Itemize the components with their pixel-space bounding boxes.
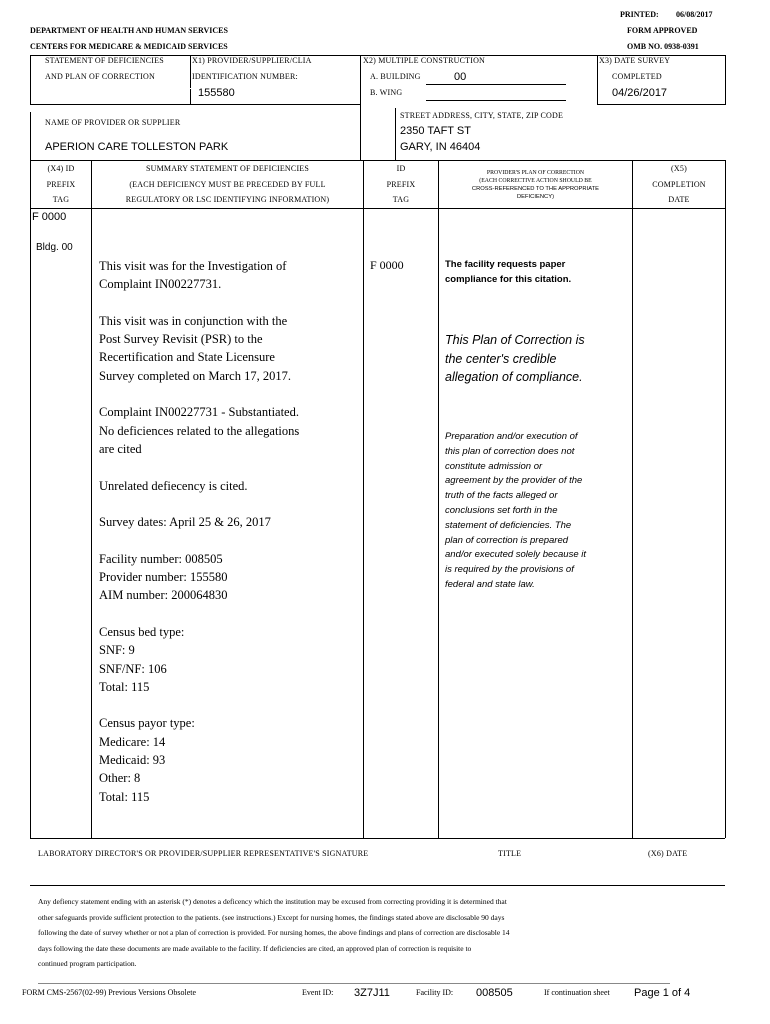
rule <box>725 160 726 838</box>
rule <box>363 160 364 838</box>
disclaimer-line: days following the date these documents are made available to the facility. If deficiencies are cited, an approved plan of correction is requisite to <box>38 943 472 953</box>
rule <box>30 104 360 105</box>
printed-date: 06/08/2017 <box>676 10 713 19</box>
summary-paragraph: Census payor type: Medicare: 14 Medicaid: 93 Other: 8 Total: 115 <box>99 716 195 804</box>
rule <box>632 160 633 838</box>
provider-id-label: X1) PROVIDER/SUPPLIER/CLIA <box>192 56 312 65</box>
plan-header-4: DEFICIENCY) <box>516 194 555 200</box>
poc-credible-allegation: This Plan of Correction is the center's credible allegation of compliance. <box>445 333 585 384</box>
date-survey-value: 04/26/2017 <box>612 87 668 99</box>
rule <box>597 104 725 105</box>
poc-paper-compliance: The facility requests paper compliance for this citation. <box>445 259 572 285</box>
summary-paragraph: Facility number: 008505 Provider number: 155580 AIM number: 200064830 <box>99 551 228 603</box>
summary-header-3: REGULATORY OR LSC IDENTIFYING INFORMATION) <box>125 195 330 204</box>
event-id-value: 3Z7J11 <box>354 987 390 999</box>
id-header-3: TAG <box>392 195 410 204</box>
provider-name-value: APERION CARE TOLLESTON PARK <box>45 141 229 153</box>
plan-header-2: (EACH CORRECTIVE ACTION SHOULD BE <box>479 178 592 184</box>
summary-paragraph: This visit was in conjunction with the Post Survey Revisit (PSR) to the Recertification and State Licensure Survey completed on March 17, 2017. <box>99 313 291 383</box>
building-value: 00 <box>454 71 467 83</box>
poc-disclaimer: Preparation and/or execution of this plan of correction does not constitute admission or agreement by the provider of the truth of the facts alleged or conclusions set forth in the statement of deficiencies. The plan of correction is prepared and/or executed solely because it is required by the provisions of federal and state law. <box>445 431 587 590</box>
form-number: FORM CMS-2567(02-99) Previous Versions Obsolete <box>22 988 197 997</box>
address-line-1: 2350 TAFT ST <box>400 125 471 137</box>
rule <box>360 55 361 160</box>
department-name: DEPARTMENT OF HEALTH AND HUMAN SERVICES <box>30 26 228 35</box>
building-label: A. BUILDING <box>370 72 421 81</box>
date-survey-label: X3) DATE SURVEY <box>599 56 671 65</box>
disclaimer-line: continued program participation. <box>38 959 137 968</box>
x6-date-label: (X6) DATE <box>648 849 688 858</box>
rule <box>30 55 31 105</box>
summary-statement <box>99 257 361 824</box>
rule <box>426 100 566 101</box>
summary-header-2: (EACH DEFICIENCY MUST BE PRECEDED BY FULL <box>129 180 326 189</box>
plan-header-3: CROSS-REFERENCED TO THE APPROPRIATE <box>471 186 600 192</box>
title-label: TITLE <box>498 849 522 858</box>
rule <box>30 208 725 209</box>
wing-label: B. WING <box>370 88 403 97</box>
rule <box>597 55 598 105</box>
page-number: Page 1 of 4 <box>634 987 691 999</box>
rule <box>38 983 670 984</box>
rule <box>30 885 725 886</box>
printed-label: PRINTED: <box>620 10 659 19</box>
plan-header: PROVIDER'S PLAN OF CORRECTION <box>486 170 585 176</box>
rule <box>725 55 726 105</box>
rule <box>30 838 725 839</box>
rule <box>30 160 31 838</box>
event-id-label: Event ID: <box>302 988 334 997</box>
x5-header-2: COMPLETION <box>652 180 706 189</box>
facility-id-label: Facility ID: <box>416 988 454 997</box>
rule <box>426 84 566 85</box>
multiple-construction-label: X2) MULTIPLE CONSTRUCTION <box>363 56 486 65</box>
rule <box>190 55 191 105</box>
provider-name-label: NAME OF PROVIDER OR SUPPLIER <box>45 118 181 127</box>
deficiency-disclaimer <box>38 894 718 972</box>
x5-header-3: DATE <box>668 195 690 204</box>
x4-header: (X4) ID <box>47 164 75 173</box>
signature-label: LABORATORY DIRECTOR'S OR PROVIDER/SUPPLIER REPRESENTATIVE'S SIGNATURE <box>38 849 369 858</box>
rule <box>30 160 725 161</box>
statement-label-2: AND PLAN OF CORRECTION <box>45 72 155 81</box>
rule <box>91 160 92 838</box>
summary-paragraph: Census bed type: SNF: 9 SNF/NF: 106 Total: 115 <box>99 624 185 694</box>
disclaimer-line: following the date of survey whether or not a plan of correction is provided. For nursing homes, the above findings and plans of correction are disclosable 14 <box>38 928 510 937</box>
rule <box>30 112 31 160</box>
provider-id-label-2: IDENTIFICATION NUMBER: <box>192 72 298 81</box>
centers-name: CENTERS FOR MEDICARE & MEDICAID SERVICES <box>30 42 228 51</box>
disclaimer-line: Any defiency statement ending with an asterisk (*) denotes a deficency which the institution may be excused from correcting providing it is determined that <box>38 897 507 906</box>
id-header: ID <box>396 164 406 173</box>
disclaimer-line: other safeguards provide sufficient protection to the patients. (see instructions.) Except for nursing homes, the findings stated above are disclosable 90 days <box>38 912 505 922</box>
right-tag: F 0000 <box>370 258 404 272</box>
address-label: STREET ADDRESS, CITY, STATE, ZIP CODE <box>400 111 564 120</box>
statement-label: STATEMENT OF DEFICIENCIES <box>45 56 164 65</box>
omb-number: OMB NO. 0938-0391 <box>627 42 699 51</box>
facility-id-value: 008505 <box>476 987 513 999</box>
provider-id-value: 155580 <box>198 87 235 99</box>
summary-paragraph: This visit was for the Investigation of Complaint IN00227731. <box>99 259 287 292</box>
summary-paragraph: Unrelated defiecency is cited. <box>99 478 248 493</box>
rule <box>395 108 396 160</box>
left-tag: F 0000 <box>32 211 67 223</box>
summary-paragraph: Survey dates: April 25 & 26, 2017 <box>99 515 271 530</box>
id-header-2: PREFIX <box>386 180 416 189</box>
continuation-label: If continuation sheet <box>544 988 610 997</box>
form-approved: FORM APPROVED <box>627 26 698 35</box>
address-line-2: GARY, IN 46404 <box>400 141 481 153</box>
x5-header: (X5) <box>671 164 687 173</box>
building-tag: Bldg. 00 <box>36 242 73 253</box>
x4-header-3: TAG <box>52 195 70 204</box>
rule <box>438 160 439 838</box>
summary-paragraph: Complaint IN00227731 - Substantiated. No deficiences related to the allegations are cited <box>99 405 300 456</box>
summary-header: SUMMARY STATEMENT OF DEFICIENCIES <box>145 164 310 173</box>
completed-label: COMPLETED <box>612 72 662 81</box>
x4-header-2: PREFIX <box>46 180 76 189</box>
